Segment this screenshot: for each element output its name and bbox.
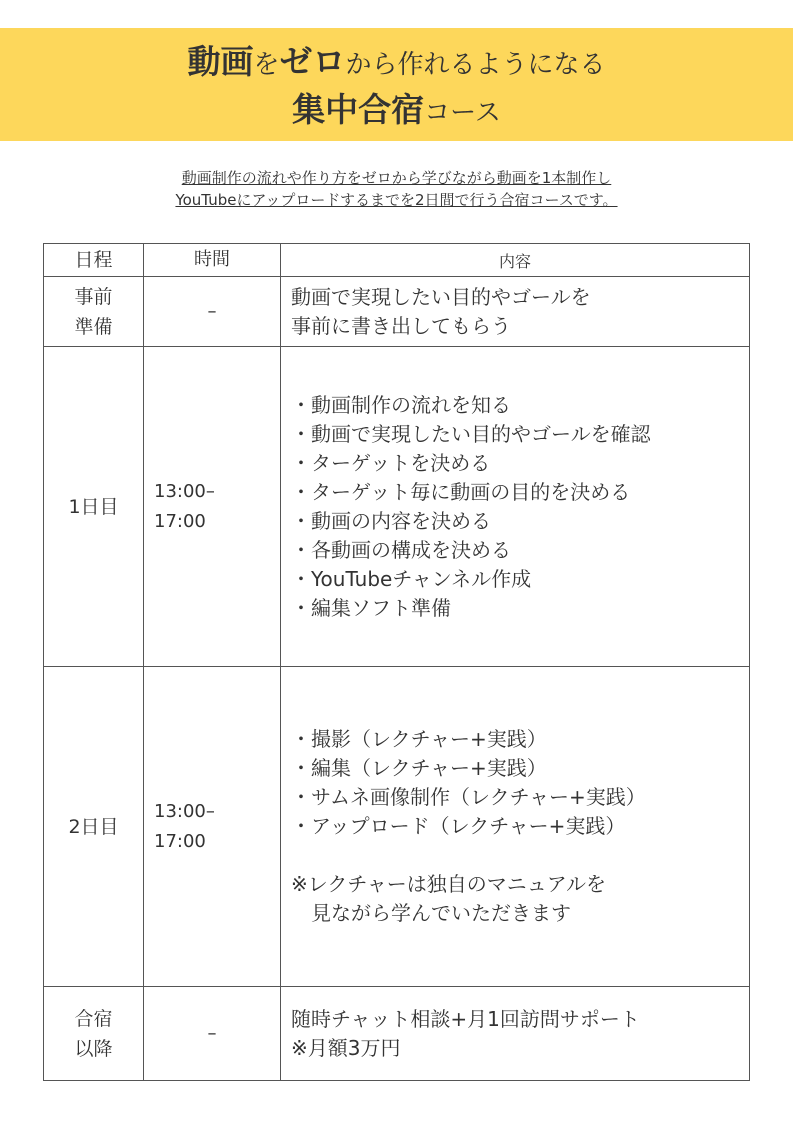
content-line: ・編集ソフト準備 (291, 595, 451, 620)
schedule-table (43, 243, 750, 1081)
content-line: ※月額3万円 (291, 1035, 401, 1060)
row-content (281, 277, 750, 347)
content-line: ・動画の内容を決める (291, 508, 491, 533)
content-line: ・ターゲット毎に動画の目的を決める (291, 479, 631, 504)
content-line: 動画で実現したい目的やゴールを (291, 284, 591, 309)
time-line: 17:00 (154, 510, 206, 532)
day-line: 以降 (74, 1037, 113, 1060)
title-part: から作れるようになる (345, 50, 606, 80)
day-line: 1日目 (68, 495, 119, 518)
title-part: ゼロ (279, 42, 346, 81)
header-content: 内容 (281, 244, 750, 277)
day-line: 事前 (74, 285, 113, 308)
day-line: 合宿 (74, 1007, 113, 1030)
row-day (44, 667, 144, 987)
content-line: 事前に書き出してもらう (291, 313, 511, 338)
table-header-row (44, 244, 750, 277)
row-time (144, 667, 281, 987)
table-row (44, 667, 750, 987)
content-line: ・ターゲットを決める (291, 450, 491, 475)
time-line: – (207, 1022, 217, 1044)
title-part: 集中合宿 (292, 90, 425, 129)
content-line: ※レクチャーは独自のマニュアルを (291, 872, 606, 896)
title-part: 動画 (187, 42, 254, 81)
row-day (44, 277, 144, 347)
title-line-1 (0, 42, 793, 85)
title-part: を (253, 50, 280, 80)
content-line: ・YouTubeチャンネル作成 (291, 566, 532, 591)
row-day (44, 347, 144, 667)
intro-line-1: 動画制作の流れや作り方をゼロから学びながら動画を1本制作し (181, 169, 612, 187)
table-row (44, 277, 750, 347)
content-line: ・サムネ画像制作（レクチャー+実践） (291, 785, 646, 809)
content-line: ・各動画の構成を決める (291, 537, 511, 562)
time-line: 17:00 (154, 830, 206, 852)
content-line: ・動画制作の流れを知る (291, 392, 511, 417)
row-time (144, 987, 281, 1081)
title-part: コース (424, 98, 501, 128)
content-line: ・編集（レクチャー+実践） (291, 756, 547, 780)
intro-line-2: YouTubeにアップロードするまでを2日間で行う合宿コースです。 (175, 191, 618, 209)
row-time (144, 347, 281, 667)
row-content (281, 667, 750, 987)
time-line: – (207, 300, 217, 322)
header-time: 時間 (144, 244, 281, 277)
row-content (281, 987, 750, 1081)
header-day: 日程 (44, 244, 144, 277)
day-line: 準備 (74, 315, 113, 338)
content-line: ・アップロード（レクチャー+実践） (291, 814, 626, 838)
row-day (44, 987, 144, 1081)
row-content (281, 347, 750, 667)
table-row (44, 987, 750, 1081)
content-line: 随時チャット相談+月1回訪問サポート (291, 1006, 640, 1031)
content-spacer (291, 841, 749, 870)
intro-text (0, 167, 793, 211)
table-row (44, 347, 750, 667)
time-line: 13:00– (154, 480, 215, 502)
title-banner (0, 28, 793, 141)
content-line: ・動画で実現したい目的やゴールを確認 (291, 421, 651, 446)
content-line: ・撮影（レクチャー+実践） (291, 727, 547, 751)
day-line: 2日目 (68, 815, 119, 838)
time-line: 13:00– (154, 800, 215, 822)
row-time (144, 277, 281, 347)
content-line: 見ながら学んでいただきます (291, 901, 571, 925)
title-line-2 (0, 89, 793, 134)
